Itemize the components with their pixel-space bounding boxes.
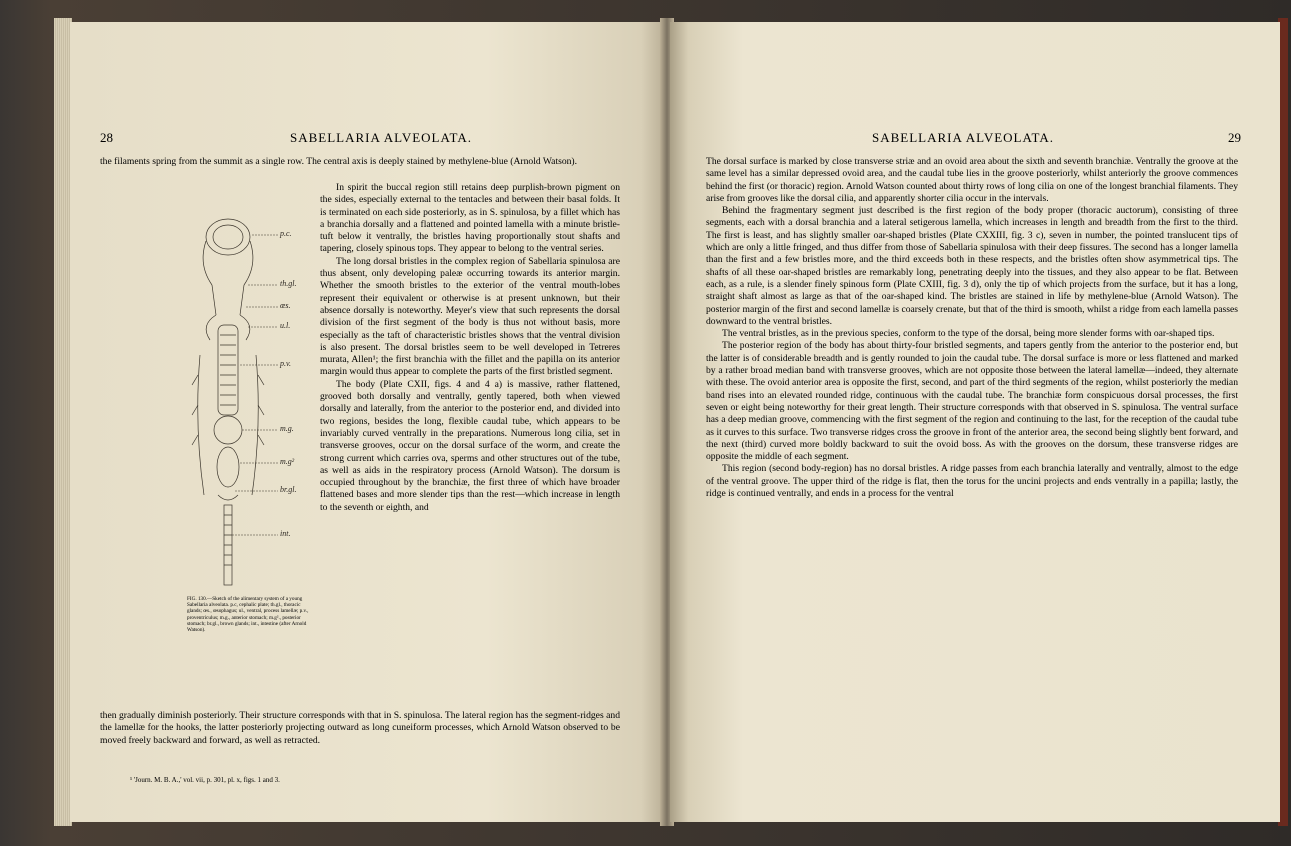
paragraph-ventral-bristles: The ventral bristles, as in the previous species, conform to the type of the dorsal, being more slender forms with oar-shaped tips. — [722, 328, 1215, 340]
paragraph-first-region: Behind the fragmentary segment just described is the first region of the body proper (thoracic auctorum), consisting of three segments, each with a dorsal branchia and a lateral setigerous lamella, which increases in length and breadth from the first to the third. The first is least, and has slightly smaller oar-shaped bristles (Plate CXXIII, fig. 3 c), seven in number, the pointed translucent tips of which are only a little fringed, and thus differ from those of Sabellaria spinulosa with their deep fissures. The second has a longer lamella than the first and a few bristles more, and the third exceeds both in these respects, and the bristles often show asymmetrical tips. The shafts of all these oar-shaped bristles are remarkably long, penetrating deeply into the tissues, and they also appear to be flat. Between each, as a rule, is a slender finely spinous form (Plate CXIII, fig. 3 d), only the tip of which projects from the surface, but it has a long, straight shaft almost as large as that of the oar-shaped kind. The bristles are stained in life by methylene-blue (Arnold Watson). The posterior margin of the first and second lamellæ is coarsely crenate, but that of the third is smooth, whilst a ridge from each lamella passes downward to the ventral bristles. — [706, 205, 1238, 327]
figure-label: br.gl. — [280, 485, 297, 494]
worm-sketch-icon — [190, 205, 315, 595]
figure-label: int. — [280, 529, 291, 538]
figure-label: m.g. — [280, 424, 294, 433]
paragraph-body: The body (Plate CXII, figs. 4 and 4 a) is massive, rather flattened, grooved both dorsally and ventrally, gently tapered, both when viewed dorsally and laterally, from the anterior to the posterior end, and divided into two regions, besides the long, flexible caudal tube, which appears to be invariably curved ventrally in the preparations. Numerous long cilia, set in transverse grooves, occur on the dorsal surface of the worm, and create the strong current which carries ova, sperms and other structures out of the tube, as well as aids in the respiratory process (Arnold Watson). The dorsum is occupied throughout by the branchiæ, the first three of which have broader flattened bases and more slender tips than the rest—which increase in length to the seventh or eighth, and — [320, 378, 620, 513]
figure-label: m.g² — [280, 457, 295, 466]
left-intro-text: the filaments spring from the summit as a single row. The central axis is deeply stained by methylene-blue (Arnold Watson). — [100, 156, 578, 167]
left-footnote: ¹ 'Journ. M. B. A.,' vol. vii, p. 301, pl. x, figs. 1 and 3. — [130, 776, 280, 784]
paragraph-posterior-region: The posterior region of the body has about thirty-four bristled segments, and tapers gently from the anterior to the posterior end, but the latter is of considerable breadth and is gently rounded to join the caudal tube. The dorsal surface is more or less flattened and marked by a rather broad median band with transverse grooves, which are not opposite those between the lateral lamellæ—indeed, they alternate with these. The ovoid anterior area is opposite the first, second, and part of the third segments of the region, whilst posteriorly the median band rises into an elevated rounded ridge, continuous with the caudal tube. The branchiæ form conspicuous dorsal processes, the first seven or eight being noteworthy for their great length. Their structure corresponds with that observed in S. spinulosa. The ventral surface has a deep median groove, commencing with the first segment of the region and continuing to the last, for the reception of the caudal tube as it curves to this surface. Two transverse ridges cross the groove in front of the anterior area, the second being slightly bent forward, and the next (third) curved more boldly backward to suit the ovoid boss. As with the grooves on the dorsum, these transverse ridges are opposite the middle of each segment. — [706, 340, 1238, 463]
left-column-text — [320, 182, 620, 514]
figure-label: œs. — [280, 301, 291, 310]
paragraph-second-body-region: This region (second body-region) has no dorsal bristles. A ridge passes from each branchia laterally and ventrally, almost to the edge of the ventral groove. The upper third of the ridge is flat, then the torus for the uncini projects and ends ventrally in a papilla; lastly, the ridge is continued ventrally, and ends in a process for the ventral — [706, 463, 1238, 500]
paragraph-dorsal-bristles: The long dorsal bristles in the complex region of Sabellaria spinulosa are thus absent, only developing paleæ occurring towards its anterior margin. Whether the smooth bristles to the exterior of the ventral mouth-lobes represent their equivalent or otherwise is at present unknown, but their absence dorsally is noteworthy. Meyer's view that such represents the dorsal division of the first segment of the body is thus not without basis, more especially as the taft of characteristic bristles shows that the ventral division is also present. The dorsal bristles seem to be well developed in Tetreres murata, Allen¹; the first branchia with the fillet and the papilla on its anterior margin would thus appear to complete the parts of the first bristled segment. — [320, 255, 620, 378]
alimentary-system-figure — [190, 205, 315, 595]
figure-label: u.l. — [280, 321, 291, 330]
right-page-text — [706, 156, 1238, 500]
figure-label: p.c. — [280, 229, 292, 238]
figure-caption: FIG. 130.—Sketch of the alimentary system of a young Sabellaria alveolata. p.c, cephalic plate; th.gl., thoracic glands; œs., œsophagus; ul., ventral, process lamellæ; p.v., proventriculus; m.g., anterior stomach; m.g²., posterior stomach; br.gl., brown glands; int., intestine (after Arnold Watson). — [187, 596, 309, 634]
left-tail-text: then gradually diminish posteriorly. Their structure corresponds with that in S. spinulosa. The lateral region has the segment-ridges and the lamellæ for the hooks, the latter posteriorly projecting outward as long cuneiform processes, which Arnold Watson observed to be moved freely backward and forward, as well as retracted. — [100, 710, 620, 746]
paragraph-dorsal-surface: The dorsal surface is marked by close transverse striæ and an ovoid area about the sixth and seventh branchiæ. Ventrally the groove at the same level has a similar depressed ovoid area, and the caudal tube lies in the groove posteriorly, whilst anteriorly the groove commences behind the first (or thoracic) region. Arnold Watson counted about thirty rows of long cilia on one of the longest branchial filaments. They arise from grooves like the dorsal cilia, and apparently shorter cilia occur in the intervals. — [706, 156, 1238, 204]
left-page-number: 28 — [100, 130, 113, 145]
left-running-header: SABELLARIA ALVEOLATA. — [290, 130, 472, 145]
right-page-number: 29 — [1228, 130, 1241, 145]
paragraph-buccal-region: In spirit the buccal region still retains deep purplish-brown pigment on the sides, especially external to the tentacles and between their basal folds. It is terminated on each side posteriorly, as in S. spinulosa, by a fillet which has a branchia dorsally and a flattened and pointed lamella with a minute bristle-tuft below it ventrally, the bristles having proportionally stout shafts and tapering, closely spinous tops. They appear to belong to the ventral series. — [320, 182, 620, 255]
figure-label: p.v. — [280, 359, 291, 368]
right-running-header: SABELLARIA ALVEOLATA. — [872, 130, 1054, 145]
figure-label: th.gl. — [280, 279, 297, 288]
